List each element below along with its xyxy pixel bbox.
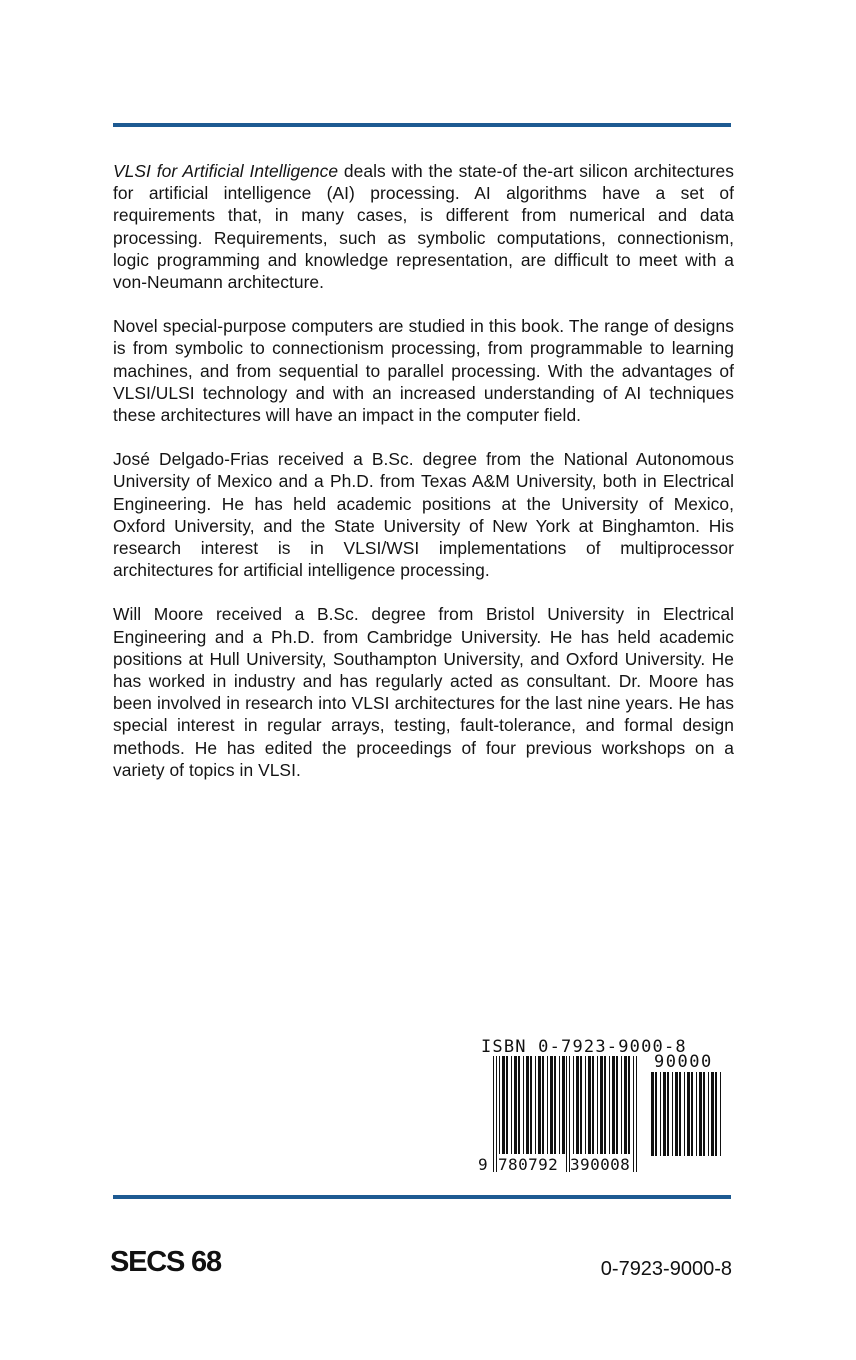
barcode-bar	[514, 1056, 517, 1154]
barcode-bar	[511, 1056, 512, 1154]
barcode-bar	[708, 1072, 709, 1156]
barcode-bar	[703, 1072, 705, 1156]
barcode-bar	[604, 1056, 606, 1154]
barcode-bar	[660, 1072, 661, 1156]
author-bio-delgado-frias: José Delgado-Frias received a B.Sc. degree from the National Autonomous University of Mexico and a Ph.D. from Texas A&M University, both in Electrical Engineering. He has held academic positions at the University of Mexico, Oxford University, and the State University of New York at Binghamton. His research interest is in VLSI/WSI implementations of multiprocessor architectures for artificial intelligence processing.	[113, 449, 734, 581]
barcode-bar	[720, 1072, 721, 1156]
barcode-bar	[550, 1056, 553, 1154]
author-bio-moore: Will Moore received a B.Sc. degree from Bristol University in Electrical Engineering and a Ph.D. from Cambridge University. He has held academic positions at Hull University, Southampton University, and Oxford University. He has worked in industry and has regularly acted as consultant. Dr. Moore has been involved in research into VLSI architectures for the last nine years. He has special interest in regular arrays, testing, fault-tolerance, and formal design methods. He has edited the proceedings of four previous workshops on a variety of topics in VLSI.	[113, 604, 734, 780]
footer-isbn: 0-7923-9000-8	[600, 1258, 732, 1280]
barcode-bar	[691, 1072, 693, 1156]
barcode-bar	[518, 1056, 520, 1154]
barcode-guard-bar	[566, 1056, 567, 1172]
barcode-bar	[562, 1056, 565, 1154]
top-rule	[113, 123, 731, 127]
barcode-bar	[526, 1056, 529, 1154]
barcode-bar	[679, 1072, 681, 1156]
barcode-bar	[621, 1056, 622, 1154]
description-paragraph-1	[113, 160, 734, 293]
barcode-guard-bar	[633, 1056, 634, 1172]
barcode-bar	[696, 1072, 697, 1156]
barcode-bar	[616, 1056, 618, 1154]
barcode-bar	[576, 1056, 579, 1154]
barcode-bar	[547, 1056, 548, 1154]
barcode-bar	[585, 1056, 586, 1154]
barcode-left-digits: 780792	[498, 1155, 559, 1174]
barcode-bar	[711, 1072, 714, 1156]
barcode-bar	[530, 1056, 532, 1154]
barcode-bar	[715, 1072, 717, 1156]
barcode-bar	[523, 1056, 524, 1154]
barcode-guard-bar	[493, 1056, 494, 1172]
barcode-bar	[651, 1072, 654, 1156]
barcode-bar	[499, 1056, 500, 1154]
description-paragraph-1-text: deals with the state-of the-art silicon architectures for artificial intelligence (AI) processing. AI algorithms have a set of requirements that, in many cases, is different from numerical and data processing. Requirements, such as symbolic computations, connectionism, logic programming and knowledge representation, are difficult to meet with a von-Neumann architecture.	[113, 161, 734, 293]
barcode-bar	[687, 1072, 690, 1156]
description-paragraph-2: Novel special-purpose computers are studied in this book. The range of designs is from symbolic to connectionism processing, from programmable to learning machines, and from sequential to parallel processing. With the advantages of VLSI/ULSI technology and with an increased understanding of AI techniques these architectures will have an impact in the computer field.	[113, 316, 734, 426]
barcode-bar	[663, 1072, 666, 1156]
barcode-bar	[588, 1056, 591, 1154]
back-cover-text	[113, 160, 734, 803]
barcode-bar	[609, 1056, 610, 1154]
barcode-bar	[502, 1056, 505, 1154]
barcode-guard-bar	[496, 1056, 497, 1172]
barcode-bar	[600, 1056, 603, 1154]
barcode-bar	[684, 1072, 685, 1156]
barcode-bar	[535, 1056, 536, 1154]
barcode-addon-digits: 90000	[654, 1052, 713, 1072]
barcode-bar	[538, 1056, 541, 1154]
barcode-bar	[628, 1056, 630, 1154]
barcode-bar	[612, 1056, 615, 1154]
barcode-bar	[506, 1056, 508, 1154]
barcode-bar	[542, 1056, 544, 1154]
barcode-bar	[554, 1056, 556, 1154]
barcode-bar	[699, 1072, 702, 1156]
barcode-bar	[559, 1056, 560, 1154]
barcode-right-digits: 390008	[570, 1155, 631, 1174]
barcode-bar	[624, 1056, 627, 1154]
barcode-bar	[672, 1072, 673, 1156]
barcode-guard-bar	[636, 1056, 637, 1172]
barcode-bar	[667, 1072, 669, 1156]
barcode-bar	[655, 1072, 657, 1156]
barcode-bar	[592, 1056, 594, 1154]
barcode-bar	[597, 1056, 598, 1154]
barcode-first-digit: 9	[478, 1155, 488, 1174]
barcode-bar	[580, 1056, 582, 1154]
barcode-bar	[675, 1072, 678, 1156]
barcode-bar	[573, 1056, 574, 1154]
series-number: SECS 68	[110, 1246, 221, 1278]
barcode-isbn-caption: ISBN 0-7923-9000-8	[481, 1037, 687, 1057]
bottom-rule	[113, 1195, 731, 1199]
book-title-italic: VLSI for Artificial Intelligence	[113, 161, 339, 181]
